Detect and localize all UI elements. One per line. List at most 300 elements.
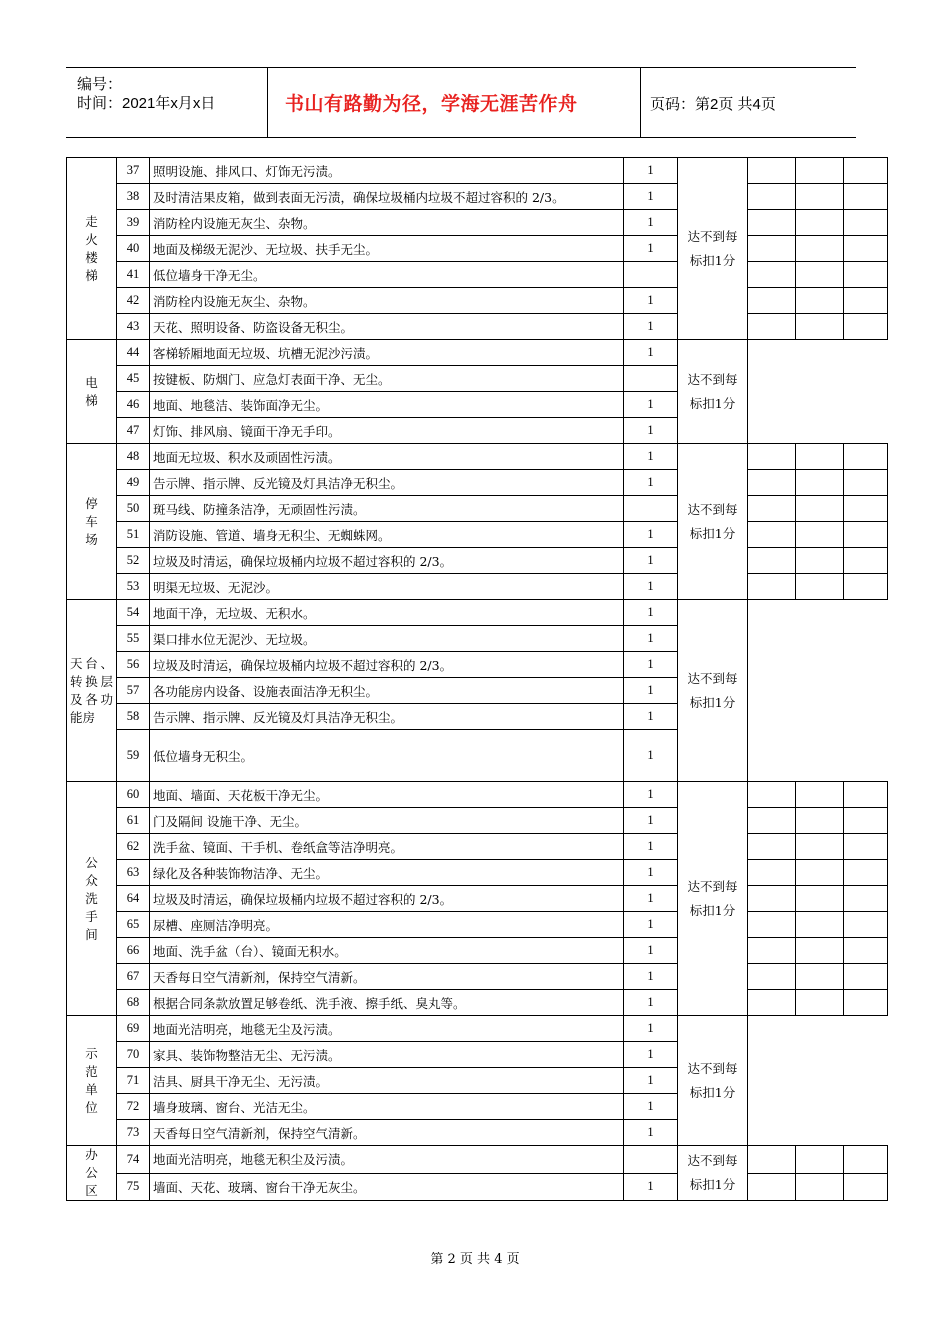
blank-cell [844, 834, 888, 860]
blank-cell [796, 964, 844, 990]
item-number: 62 [117, 834, 150, 860]
blank-cell [844, 1016, 888, 1042]
blank-cell [844, 288, 888, 314]
item-number: 50 [117, 496, 150, 522]
table-row [67, 418, 888, 444]
item-number: 37 [117, 158, 150, 184]
standard-line-1: 达不到每 [687, 878, 738, 894]
blank-cell [796, 522, 844, 548]
blank-cell [748, 860, 796, 886]
item-description: 地面光洁明亮，地毯无尘及污渍。 [150, 1016, 624, 1042]
blank-cell [844, 314, 888, 340]
item-score: 1 [624, 1094, 678, 1120]
blank-cell [844, 184, 888, 210]
blank-cell [748, 314, 796, 340]
blank-cell [844, 808, 888, 834]
item-score [624, 262, 678, 288]
blank-cell [844, 704, 888, 730]
item-description: 地面、地毯洁、装饰面净无尘。 [150, 392, 624, 418]
blank-cell [748, 626, 796, 652]
item-description: 斑马线、防撞条洁净，无顽固性污渍。 [150, 496, 624, 522]
area-label: 天台、转换层及各功能房 [70, 655, 113, 725]
item-number: 40 [117, 236, 150, 262]
standard-line-1: 达不到每 [687, 501, 738, 517]
blank-cell [796, 938, 844, 964]
blank-cell [748, 288, 796, 314]
table-row [67, 496, 888, 522]
blank-cell [748, 496, 796, 522]
table-row [67, 964, 888, 990]
item-score: 1 [624, 704, 678, 730]
blank-cell [844, 1120, 888, 1146]
table-row [67, 626, 888, 652]
standard-line-2: 标扣1分 [689, 1177, 736, 1192]
item-score: 1 [624, 184, 678, 210]
blank-cell [796, 1173, 844, 1201]
blank-cell [748, 1146, 796, 1174]
table-row [67, 912, 888, 938]
item-score: 1 [624, 730, 678, 782]
item-number: 57 [117, 678, 150, 704]
blank-cell [796, 704, 844, 730]
item-description: 灯饰、排风扇、镜面干净无手印。 [150, 418, 624, 444]
blank-cell [748, 652, 796, 678]
item-description: 及时清洁果皮箱，做到表面无污渍，确保垃圾桶内垃圾不超过容积的 2/3。 [150, 184, 624, 210]
item-description: 尿槽、座厕洁净明亮。 [150, 912, 624, 938]
blank-cell [748, 366, 796, 392]
blank-cell [844, 340, 888, 366]
blank-cell [748, 990, 796, 1016]
blank-cell [844, 366, 888, 392]
item-number: 66 [117, 938, 150, 964]
item-number: 55 [117, 626, 150, 652]
blank-cell [796, 574, 844, 600]
blank-cell [796, 184, 844, 210]
item-score: 1 [624, 288, 678, 314]
item-score: 1 [624, 1120, 678, 1146]
table-row [67, 886, 888, 912]
item-score: 1 [624, 886, 678, 912]
item-number: 48 [117, 444, 150, 470]
standard-line-2: 标扣1分 [689, 694, 736, 710]
blank-cell [796, 652, 844, 678]
item-score: 1 [624, 210, 678, 236]
item-score: 1 [624, 340, 678, 366]
item-number: 39 [117, 210, 150, 236]
blank-cell [796, 808, 844, 834]
blank-cell [748, 158, 796, 184]
item-score: 1 [624, 808, 678, 834]
item-score: 1 [624, 574, 678, 600]
item-number: 71 [117, 1068, 150, 1094]
table-row [67, 730, 888, 782]
item-description: 客梯轿厢地面无垃圾、坑槽无泥沙污渍。 [150, 340, 624, 366]
blank-cell [748, 470, 796, 496]
table-row [67, 860, 888, 886]
table-row [67, 1120, 888, 1146]
blank-cell [748, 912, 796, 938]
table-row [67, 444, 888, 470]
item-score: 1 [624, 470, 678, 496]
item-score: 1 [624, 236, 678, 262]
blank-cell [844, 574, 888, 600]
table-row [67, 1173, 888, 1201]
blank-cell [796, 158, 844, 184]
item-score: 1 [624, 1173, 678, 1201]
blank-cell [796, 444, 844, 470]
area-label: 公众洗手间 [85, 854, 98, 942]
deduction-standard [678, 1016, 748, 1146]
table-row [67, 808, 888, 834]
item-description: 墙身玻璃、窗台、光洁无尘。 [150, 1094, 624, 1120]
table-row [67, 704, 888, 730]
blank-cell [748, 1120, 796, 1146]
blank-cell [844, 938, 888, 964]
blank-cell [748, 886, 796, 912]
item-number: 51 [117, 522, 150, 548]
blank-cell [844, 236, 888, 262]
blank-cell [844, 262, 888, 288]
blank-cell [844, 678, 888, 704]
item-score: 1 [624, 652, 678, 678]
item-score: 1 [624, 626, 678, 652]
blank-cell [844, 860, 888, 886]
header-divider [267, 68, 268, 137]
blank-cell [796, 912, 844, 938]
blank-cell [796, 626, 844, 652]
item-number: 38 [117, 184, 150, 210]
item-number: 41 [117, 262, 150, 288]
area-label: 走火楼梯 [85, 213, 98, 283]
table-row [67, 834, 888, 860]
table-row [67, 522, 888, 548]
item-score: 1 [624, 678, 678, 704]
blank-cell [796, 548, 844, 574]
item-score [624, 496, 678, 522]
item-number: 67 [117, 964, 150, 990]
item-description: 明渠无垃圾、无泥沙。 [150, 574, 624, 600]
blank-cell [844, 1042, 888, 1068]
blank-cell [748, 444, 796, 470]
blank-cell [844, 652, 888, 678]
item-number: 52 [117, 548, 150, 574]
item-description: 按键板、防烟门、应急灯表面干净、无尘。 [150, 366, 624, 392]
item-description: 地面、墙面、天花板干净无尘。 [150, 782, 624, 808]
blank-cell [844, 496, 888, 522]
item-description: 低位墙身干净无尘。 [150, 262, 624, 288]
table-row [67, 574, 888, 600]
item-description: 根据合同条款放置足够卷纸、洗手液、擦手纸、臭丸等。 [150, 990, 624, 1016]
standard-line-1: 达不到每 [687, 228, 738, 244]
blank-cell [748, 782, 796, 808]
standard-line-1: 达不到每 [687, 371, 738, 387]
blank-cell [844, 626, 888, 652]
blank-cell [844, 1173, 888, 1201]
table-row [67, 1042, 888, 1068]
table-row [67, 1146, 888, 1174]
motto: 书山有路勤为径，学海无涯苦作舟 [285, 93, 578, 115]
item-number: 47 [117, 418, 150, 444]
time-label: 时间：2021年x月x日 [77, 95, 216, 112]
area-label: 办公区 [85, 1147, 98, 1198]
item-number: 42 [117, 288, 150, 314]
item-number: 54 [117, 600, 150, 626]
blank-cell [796, 418, 844, 444]
blank-cell [748, 938, 796, 964]
blank-cell [844, 964, 888, 990]
blank-cell [844, 210, 888, 236]
table-row [67, 1094, 888, 1120]
table-row [67, 236, 888, 262]
item-description: 渠口排水位无泥沙、无垃圾。 [150, 626, 624, 652]
item-score: 1 [624, 834, 678, 860]
deduction-standard [678, 1146, 748, 1201]
item-number: 58 [117, 704, 150, 730]
blank-cell [844, 782, 888, 808]
blank-cell [796, 1016, 844, 1042]
table-row [67, 470, 888, 496]
item-score: 1 [624, 860, 678, 886]
item-description: 消防栓内设施无灰尘、杂物。 [150, 210, 624, 236]
standard-line-2: 标扣1分 [689, 252, 736, 268]
blank-cell [796, 470, 844, 496]
blank-cell [844, 392, 888, 418]
item-number: 68 [117, 990, 150, 1016]
table-row [67, 938, 888, 964]
blank-cell [844, 600, 888, 626]
table-row [67, 1068, 888, 1094]
standard-line-1: 达不到每 [687, 670, 738, 686]
page-footer: 第 2 页 共 4 页 [430, 1252, 520, 1267]
standard-line-2: 标扣1分 [689, 395, 736, 411]
item-description: 天香每日空气清新剂，保持空气清新。 [150, 964, 624, 990]
item-description: 门及隔间 设施干净、无尘。 [150, 808, 624, 834]
item-description: 垃圾及时清运，确保垃圾桶内垃圾不超过容积的 2/3。 [150, 652, 624, 678]
item-number: 70 [117, 1042, 150, 1068]
blank-cell [844, 1146, 888, 1174]
item-number: 60 [117, 782, 150, 808]
blank-cell [796, 236, 844, 262]
table-row [67, 262, 888, 288]
item-score: 1 [624, 990, 678, 1016]
deduction-standard [678, 340, 748, 444]
item-score: 1 [624, 938, 678, 964]
area-cell [67, 444, 117, 600]
table-row [67, 210, 888, 236]
item-description: 洁具、厨具干净无尘、无污渍。 [150, 1068, 624, 1094]
item-score: 1 [624, 158, 678, 184]
blank-cell [796, 210, 844, 236]
blank-cell [748, 704, 796, 730]
item-number: 75 [117, 1173, 150, 1201]
area-cell [67, 158, 117, 340]
header-divider [640, 68, 641, 137]
blank-cell [796, 1042, 844, 1068]
item-number: 56 [117, 652, 150, 678]
item-description: 地面无垃圾、积水及顽固性污渍。 [150, 444, 624, 470]
item-number: 72 [117, 1094, 150, 1120]
item-description: 地面光洁明亮，地毯无积尘及污渍。 [150, 1146, 624, 1174]
item-description: 垃圾及时清运，确保垃圾桶内垃圾不超过容积的 2/3。 [150, 886, 624, 912]
blank-cell [748, 964, 796, 990]
item-number: 43 [117, 314, 150, 340]
blank-cell [748, 340, 796, 366]
blank-cell [748, 730, 796, 782]
deduction-standard [678, 600, 748, 782]
item-score: 1 [624, 1016, 678, 1042]
item-description: 照明设施、排风口、灯饰无污渍。 [150, 158, 624, 184]
table-row [67, 678, 888, 704]
item-number: 63 [117, 860, 150, 886]
deduction-standard [678, 444, 748, 600]
table-row [67, 548, 888, 574]
item-description: 告示牌、指示牌、反光镜及灯具洁净无积尘。 [150, 704, 624, 730]
area-cell [67, 340, 117, 444]
item-score: 1 [624, 522, 678, 548]
item-score: 1 [624, 418, 678, 444]
table-row [67, 158, 888, 184]
deduction-standard [678, 782, 748, 1016]
blank-cell [844, 548, 888, 574]
blank-cell [844, 444, 888, 470]
standard-line-2: 标扣1分 [689, 1084, 736, 1100]
area-cell [67, 782, 117, 1016]
item-score [624, 366, 678, 392]
item-number: 61 [117, 808, 150, 834]
blank-cell [748, 1094, 796, 1120]
item-description: 地面、洗手盆（台）、镜面无积水。 [150, 938, 624, 964]
blank-cell [796, 340, 844, 366]
item-score: 1 [624, 444, 678, 470]
blank-cell [748, 236, 796, 262]
item-number: 74 [117, 1146, 150, 1174]
blank-cell [796, 366, 844, 392]
document-header [66, 67, 856, 138]
item-description: 消防设施、管道、墙身无积尘、无蜘蛛网。 [150, 522, 624, 548]
blank-cell [748, 522, 796, 548]
blank-cell [844, 990, 888, 1016]
blank-cell [748, 210, 796, 236]
blank-cell [796, 1120, 844, 1146]
item-score: 1 [624, 1068, 678, 1094]
table-row [67, 1016, 888, 1042]
table-row [67, 990, 888, 1016]
blank-cell [844, 158, 888, 184]
item-description: 洗手盆、镜面、干手机、卷纸盒等洁净明亮。 [150, 834, 624, 860]
table-row [67, 600, 888, 626]
blank-cell [796, 782, 844, 808]
blank-cell [748, 1068, 796, 1094]
blank-cell [748, 262, 796, 288]
table-row [67, 288, 888, 314]
standard-line-2: 标扣1分 [689, 525, 736, 541]
area-cell [67, 1146, 117, 1201]
item-score: 1 [624, 912, 678, 938]
inspection-table [66, 157, 888, 1201]
blank-cell [796, 392, 844, 418]
table-row [67, 314, 888, 340]
blank-cell [796, 730, 844, 782]
item-score: 1 [624, 782, 678, 808]
blank-cell [796, 1068, 844, 1094]
area-label: 停车场 [85, 495, 98, 547]
blank-cell [748, 418, 796, 444]
area-cell [67, 1016, 117, 1146]
blank-cell [748, 600, 796, 626]
blank-cell [748, 1042, 796, 1068]
blank-cell [748, 548, 796, 574]
item-number: 64 [117, 886, 150, 912]
item-description: 各功能房内设备、设施表面洁净无积尘。 [150, 678, 624, 704]
blank-cell [844, 522, 888, 548]
blank-cell [796, 314, 844, 340]
item-number: 59 [117, 730, 150, 782]
item-description: 天花、照明设备、防盗设备无积尘。 [150, 314, 624, 340]
item-number: 69 [117, 1016, 150, 1042]
blank-cell [796, 990, 844, 1016]
standard-line-1: 达不到每 [687, 1153, 738, 1168]
blank-cell [748, 808, 796, 834]
item-score: 1 [624, 548, 678, 574]
item-number: 49 [117, 470, 150, 496]
item-description: 绿化及各种装饰物洁净、无尘。 [150, 860, 624, 886]
blank-cell [748, 184, 796, 210]
item-score: 1 [624, 392, 678, 418]
blank-cell [796, 1094, 844, 1120]
item-number: 44 [117, 340, 150, 366]
blank-cell [796, 496, 844, 522]
blank-cell [748, 1173, 796, 1201]
standard-line-2: 标扣1分 [689, 902, 736, 918]
blank-cell [844, 1094, 888, 1120]
item-description: 墙面、天花、玻璃、窗台干净无灰尘。 [150, 1173, 624, 1201]
serial-label: 编号： [77, 76, 123, 93]
blank-cell [796, 262, 844, 288]
standard-line-1: 达不到每 [687, 1060, 738, 1076]
blank-cell [748, 392, 796, 418]
item-number: 46 [117, 392, 150, 418]
table-row [67, 184, 888, 210]
item-description: 地面干净，无垃圾、无积水。 [150, 600, 624, 626]
item-description: 天香每日空气清新剂，保持空气清新。 [150, 1120, 624, 1146]
table-row [67, 366, 888, 392]
item-score: 1 [624, 600, 678, 626]
item-description: 地面及梯级无泥沙、无垃圾、扶手无尘。 [150, 236, 624, 262]
blank-cell [796, 834, 844, 860]
item-description: 告示牌、指示牌、反光镜及灯具洁净无积尘。 [150, 470, 624, 496]
blank-cell [796, 288, 844, 314]
blank-cell [844, 912, 888, 938]
item-score: 1 [624, 1042, 678, 1068]
blank-cell [844, 1068, 888, 1094]
item-description: 垃圾及时清运，确保垃圾桶内垃圾不超过容积的 2/3。 [150, 548, 624, 574]
item-description: 家具、装饰物整洁无尘、无污渍。 [150, 1042, 624, 1068]
area-label: 电梯 [85, 374, 98, 408]
area-cell [67, 600, 117, 782]
blank-cell [844, 418, 888, 444]
area-label: 示范单位 [85, 1045, 98, 1115]
item-score: 1 [624, 964, 678, 990]
item-score: 1 [624, 314, 678, 340]
blank-cell [748, 574, 796, 600]
blank-cell [796, 1146, 844, 1174]
blank-cell [844, 470, 888, 496]
table-row [67, 392, 888, 418]
item-description: 消防栓内设施无灰尘、杂物。 [150, 288, 624, 314]
blank-cell [844, 730, 888, 782]
blank-cell [748, 1016, 796, 1042]
item-number: 73 [117, 1120, 150, 1146]
